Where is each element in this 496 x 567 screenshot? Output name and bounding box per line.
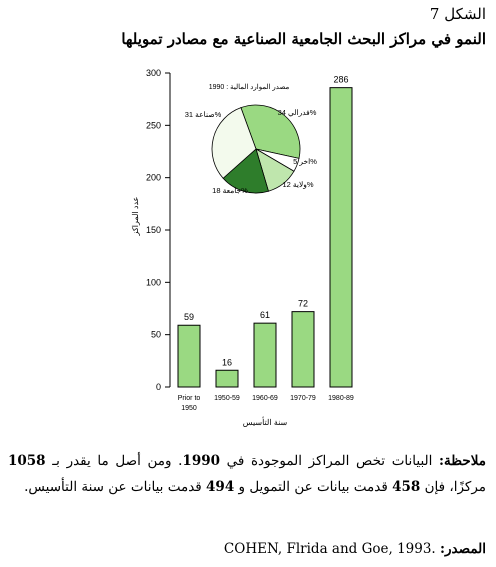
pie-inset <box>185 83 317 195</box>
y-tick-label: 100 <box>145 277 161 288</box>
note-n-funding: 458 <box>392 479 421 495</box>
bar-value-label: 61 <box>259 310 271 321</box>
bar-value-label: 286 <box>333 74 349 85</box>
source-citation <box>8 538 486 560</box>
y-tick-label: 250 <box>145 120 161 131</box>
note-text: البيانات تخص المراكز الموجودة في <box>226 453 433 469</box>
pie-slice-label: اخر 5% <box>293 157 317 166</box>
bar <box>292 312 314 387</box>
bar-value-label: 16 <box>221 357 233 368</box>
bar <box>216 370 238 387</box>
bar <box>254 323 276 387</box>
y-tick-label: 300 <box>145 68 161 78</box>
bar-value-label: 72 <box>297 298 309 309</box>
bar <box>330 88 352 387</box>
bar-chart <box>0 60 496 438</box>
y-tick-label: 0 <box>155 382 161 392</box>
y-tick-label: 200 <box>145 172 161 183</box>
note-text3: مركزًا، فإن <box>424 479 486 495</box>
pie-slice-label: صناعة 31% <box>184 110 222 119</box>
note-text2: . ومن أصل ما يقدر بـ <box>52 453 183 469</box>
note-total: 1058 <box>8 453 46 469</box>
x-tick-label: 1970-79 <box>290 395 316 402</box>
bar <box>178 325 200 387</box>
bar-value-label: 59 <box>183 312 195 323</box>
pie-title: مصدر الموارد المالية : 1990 <box>208 84 290 91</box>
note-n-year: 494 <box>206 479 235 495</box>
x-tick-label: 1950 <box>181 405 197 412</box>
pie-slice-label: فدرالي 34% <box>277 108 317 117</box>
note-year: 1990 <box>182 453 220 469</box>
figure-label: الشكل 7 <box>429 5 486 23</box>
chart-note <box>8 448 486 500</box>
y-tick-label: 50 <box>150 329 161 340</box>
figure-title: النمو في مراكز البحث الجامعية الصناعية مع مصادر تمويلها <box>121 30 486 48</box>
pie-slice-label: جامعة 18% <box>212 186 248 195</box>
x-tick-label: 1960-69 <box>252 395 278 402</box>
note-text4: قدمت بيانات عن التمويل و <box>238 479 388 495</box>
x-axis-title: سنة التأسيس <box>242 418 288 427</box>
note-text5: قدمت بيانات عن سنة التأسيس. <box>24 479 202 495</box>
x-tick-label: 1950-59 <box>214 395 240 402</box>
pie-slice-label: ولاية 12% <box>282 180 314 189</box>
x-tick-label: 1980-89 <box>328 395 354 402</box>
source-label: المصدر: <box>440 541 486 557</box>
source-text: COHEN, Flrida and Goe, 1993. <box>223 541 436 557</box>
y-tick-label: 150 <box>145 225 161 235</box>
x-tick-label: Prior to <box>177 395 201 402</box>
note-label: ملاحظة: <box>439 453 486 469</box>
y-axis-title: عدد المراكز <box>131 196 140 236</box>
